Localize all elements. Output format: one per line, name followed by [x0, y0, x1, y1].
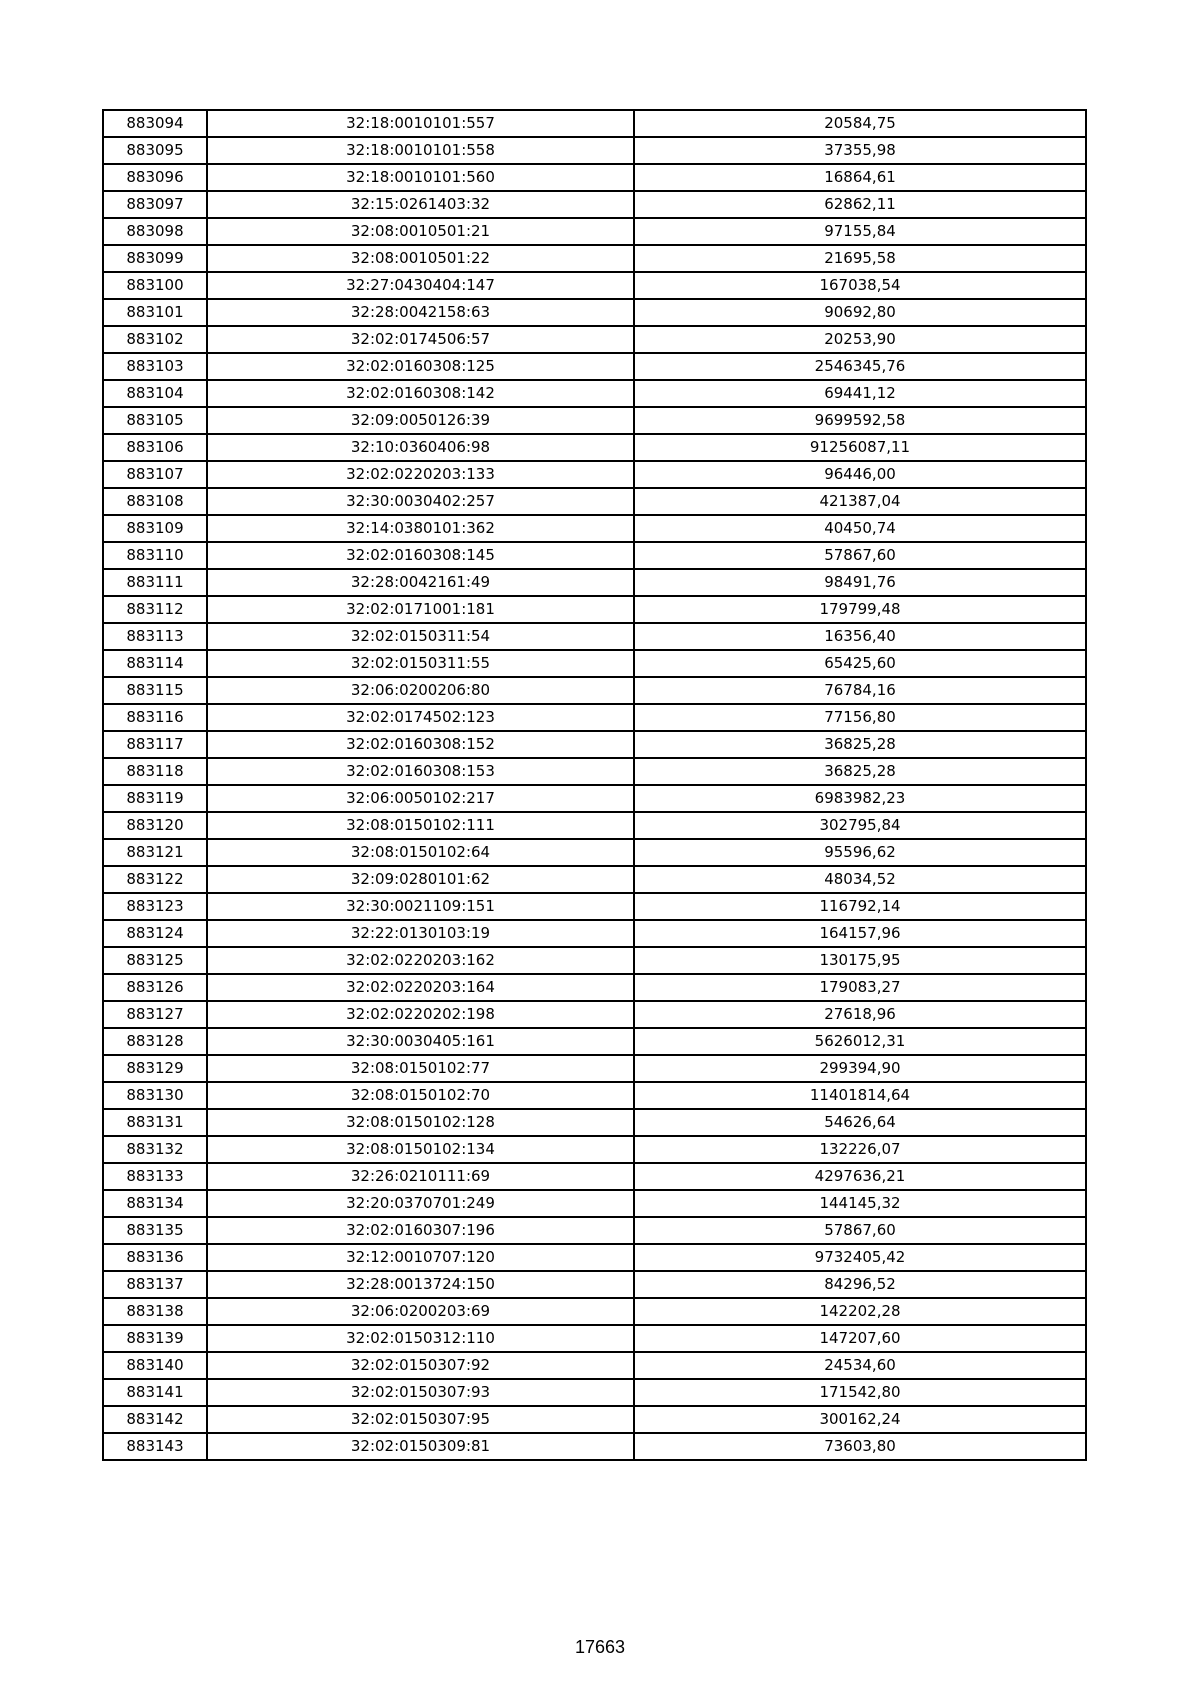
- table-row: [103, 731, 1086, 758]
- table-row: [103, 1001, 1086, 1028]
- cadastral-number-cell: 32:15:0261403:32: [207, 191, 634, 218]
- table-row: [103, 110, 1086, 137]
- row-id-cell: 883104: [103, 380, 207, 407]
- value-cell: 24534,60: [634, 1352, 1086, 1379]
- table-row: [103, 866, 1086, 893]
- cadastral-number-cell: 32:02:0150311:55: [207, 650, 634, 677]
- cadastral-number-cell: 32:02:0150309:81: [207, 1433, 634, 1460]
- table-row: [103, 893, 1086, 920]
- table-row: [103, 947, 1086, 974]
- value-cell: 20253,90: [634, 326, 1086, 353]
- row-id-cell: 883127: [103, 1001, 207, 1028]
- table-row: [103, 1298, 1086, 1325]
- row-id-cell: 883139: [103, 1325, 207, 1352]
- value-cell: 36825,28: [634, 758, 1086, 785]
- cadastral-number-cell: 32:02:0220203:162: [207, 947, 634, 974]
- row-id-cell: 883137: [103, 1271, 207, 1298]
- cadastral-number-cell: 32:02:0160308:125: [207, 353, 634, 380]
- row-id-cell: 883112: [103, 596, 207, 623]
- cadastral-number-cell: 32:08:0150102:111: [207, 812, 634, 839]
- row-id-cell: 883140: [103, 1352, 207, 1379]
- value-cell: 40450,74: [634, 515, 1086, 542]
- value-cell: 57867,60: [634, 1217, 1086, 1244]
- row-id-cell: 883116: [103, 704, 207, 731]
- value-cell: 300162,24: [634, 1406, 1086, 1433]
- table-row: [103, 1352, 1086, 1379]
- value-cell: 98491,76: [634, 569, 1086, 596]
- row-id-cell: 883118: [103, 758, 207, 785]
- table-row: [103, 920, 1086, 947]
- value-cell: 76784,16: [634, 677, 1086, 704]
- value-cell: 6983982,23: [634, 785, 1086, 812]
- cadastral-number-cell: 32:08:0150102:77: [207, 1055, 634, 1082]
- value-cell: 179799,48: [634, 596, 1086, 623]
- row-id-cell: 883143: [103, 1433, 207, 1460]
- data-table: [102, 109, 1087, 1461]
- table-row: [103, 677, 1086, 704]
- table-row: [103, 1109, 1086, 1136]
- table-row: [103, 434, 1086, 461]
- row-id-cell: 883135: [103, 1217, 207, 1244]
- row-id-cell: 883097: [103, 191, 207, 218]
- row-id-cell: 883110: [103, 542, 207, 569]
- value-cell: 54626,64: [634, 1109, 1086, 1136]
- row-id-cell: 883102: [103, 326, 207, 353]
- table-row: [103, 542, 1086, 569]
- table-row: [103, 1136, 1086, 1163]
- value-cell: 62862,11: [634, 191, 1086, 218]
- cadastral-number-cell: 32:02:0171001:181: [207, 596, 634, 623]
- cadastral-number-cell: 32:02:0150307:93: [207, 1379, 634, 1406]
- value-cell: 179083,27: [634, 974, 1086, 1001]
- value-cell: 171542,80: [634, 1379, 1086, 1406]
- row-id-cell: 883136: [103, 1244, 207, 1271]
- table-row: [103, 1244, 1086, 1271]
- table-row: [103, 461, 1086, 488]
- value-cell: 164157,96: [634, 920, 1086, 947]
- row-id-cell: 883106: [103, 434, 207, 461]
- value-cell: 5626012,31: [634, 1028, 1086, 1055]
- row-id-cell: 883113: [103, 623, 207, 650]
- value-cell: 36825,28: [634, 731, 1086, 758]
- row-id-cell: 883098: [103, 218, 207, 245]
- table-row: [103, 326, 1086, 353]
- row-id-cell: 883133: [103, 1163, 207, 1190]
- table-row: [103, 1325, 1086, 1352]
- value-cell: 95596,62: [634, 839, 1086, 866]
- value-cell: 37355,98: [634, 137, 1086, 164]
- row-id-cell: 883129: [103, 1055, 207, 1082]
- cadastral-number-cell: 32:10:0360406:98: [207, 434, 634, 461]
- value-cell: 90692,80: [634, 299, 1086, 326]
- cadastral-number-cell: 32:02:0220203:133: [207, 461, 634, 488]
- cadastral-number-cell: 32:02:0160308:153: [207, 758, 634, 785]
- cadastral-number-cell: 32:02:0150312:110: [207, 1325, 634, 1352]
- row-id-cell: 883123: [103, 893, 207, 920]
- cadastral-number-cell: 32:02:0150307:95: [207, 1406, 634, 1433]
- value-cell: 167038,54: [634, 272, 1086, 299]
- cadastral-number-cell: 32:02:0174502:123: [207, 704, 634, 731]
- value-cell: 77156,80: [634, 704, 1086, 731]
- table-row: [103, 1217, 1086, 1244]
- row-id-cell: 883096: [103, 164, 207, 191]
- row-id-cell: 883134: [103, 1190, 207, 1217]
- value-cell: 9699592,58: [634, 407, 1086, 434]
- table-row: [103, 1055, 1086, 1082]
- table-row: [103, 299, 1086, 326]
- value-cell: 57867,60: [634, 542, 1086, 569]
- cadastral-number-cell: 32:02:0160308:142: [207, 380, 634, 407]
- cadastral-number-cell: 32:08:0010501:21: [207, 218, 634, 245]
- row-id-cell: 883119: [103, 785, 207, 812]
- table-row: [103, 758, 1086, 785]
- cadastral-number-cell: 32:20:0370701:249: [207, 1190, 634, 1217]
- table-row: [103, 704, 1086, 731]
- table-row: [103, 1190, 1086, 1217]
- cadastral-number-cell: 32:08:0150102:64: [207, 839, 634, 866]
- row-id-cell: 883114: [103, 650, 207, 677]
- table-row: [103, 569, 1086, 596]
- row-id-cell: 883099: [103, 245, 207, 272]
- cadastral-number-cell: 32:28:0042158:63: [207, 299, 634, 326]
- row-id-cell: 883094: [103, 110, 207, 137]
- row-id-cell: 883121: [103, 839, 207, 866]
- table-row: [103, 407, 1086, 434]
- cadastral-number-cell: 32:08:0150102:134: [207, 1136, 634, 1163]
- value-cell: 132226,07: [634, 1136, 1086, 1163]
- row-id-cell: 883120: [103, 812, 207, 839]
- value-cell: 144145,32: [634, 1190, 1086, 1217]
- row-id-cell: 883142: [103, 1406, 207, 1433]
- value-cell: 91256087,11: [634, 434, 1086, 461]
- table-row: [103, 839, 1086, 866]
- value-cell: 11401814,64: [634, 1082, 1086, 1109]
- row-id-cell: 883117: [103, 731, 207, 758]
- row-id-cell: 883132: [103, 1136, 207, 1163]
- value-cell: 116792,14: [634, 893, 1086, 920]
- cadastral-number-cell: 32:02:0160308:152: [207, 731, 634, 758]
- table-row: [103, 245, 1086, 272]
- cadastral-number-cell: 32:08:0150102:70: [207, 1082, 634, 1109]
- table-row: [103, 1028, 1086, 1055]
- table-row: [103, 488, 1086, 515]
- cadastral-number-cell: 32:02:0150307:92: [207, 1352, 634, 1379]
- cadastral-number-cell: 32:18:0010101:558: [207, 137, 634, 164]
- row-id-cell: 883125: [103, 947, 207, 974]
- table-row: [103, 218, 1086, 245]
- value-cell: 9732405,42: [634, 1244, 1086, 1271]
- cadastral-number-cell: 32:14:0380101:362: [207, 515, 634, 542]
- row-id-cell: 883126: [103, 974, 207, 1001]
- value-cell: 16864,61: [634, 164, 1086, 191]
- table-row: [103, 272, 1086, 299]
- cadastral-number-cell: 32:06:0200206:80: [207, 677, 634, 704]
- row-id-cell: 883122: [103, 866, 207, 893]
- table-row: [103, 164, 1086, 191]
- row-id-cell: 883115: [103, 677, 207, 704]
- table-row: [103, 812, 1086, 839]
- table-row: [103, 1379, 1086, 1406]
- value-cell: 16356,40: [634, 623, 1086, 650]
- cadastral-number-cell: 32:18:0010101:560: [207, 164, 634, 191]
- cadastral-number-cell: 32:26:0210111:69: [207, 1163, 634, 1190]
- cadastral-number-cell: 32:08:0150102:128: [207, 1109, 634, 1136]
- row-id-cell: 883128: [103, 1028, 207, 1055]
- value-cell: 2546345,76: [634, 353, 1086, 380]
- cadastral-number-cell: 32:09:0280101:62: [207, 866, 634, 893]
- cadastral-number-cell: 32:18:0010101:557: [207, 110, 634, 137]
- row-id-cell: 883124: [103, 920, 207, 947]
- cadastral-number-cell: 32:08:0010501:22: [207, 245, 634, 272]
- value-cell: 299394,90: [634, 1055, 1086, 1082]
- cadastral-number-cell: 32:02:0160308:145: [207, 542, 634, 569]
- row-id-cell: 883138: [103, 1298, 207, 1325]
- table-row: [103, 191, 1086, 218]
- value-cell: 73603,80: [634, 1433, 1086, 1460]
- table-body: [103, 110, 1086, 1460]
- value-cell: 21695,58: [634, 245, 1086, 272]
- table-row: [103, 353, 1086, 380]
- value-cell: 96446,00: [634, 461, 1086, 488]
- table-row: [103, 1406, 1086, 1433]
- table-row: [103, 650, 1086, 677]
- row-id-cell: 883131: [103, 1109, 207, 1136]
- row-id-cell: 883095: [103, 137, 207, 164]
- table-row: [103, 137, 1086, 164]
- row-id-cell: 883105: [103, 407, 207, 434]
- row-id-cell: 883130: [103, 1082, 207, 1109]
- row-id-cell: 883107: [103, 461, 207, 488]
- value-cell: 69441,12: [634, 380, 1086, 407]
- row-id-cell: 883103: [103, 353, 207, 380]
- cadastral-number-cell: 32:02:0220203:164: [207, 974, 634, 1001]
- table-row: [103, 1082, 1086, 1109]
- cadastral-number-cell: 32:12:0010707:120: [207, 1244, 634, 1271]
- row-id-cell: 883101: [103, 299, 207, 326]
- cadastral-number-cell: 32:30:0021109:151: [207, 893, 634, 920]
- cadastral-number-cell: 32:30:0030402:257: [207, 488, 634, 515]
- value-cell: 27618,96: [634, 1001, 1086, 1028]
- cadastral-number-cell: 32:27:0430404:147: [207, 272, 634, 299]
- value-cell: 142202,28: [634, 1298, 1086, 1325]
- table-row: [103, 1433, 1086, 1460]
- table-row: [103, 515, 1086, 542]
- page-number: 17663: [574, 1637, 626, 1657]
- cadastral-number-cell: 32:22:0130103:19: [207, 920, 634, 947]
- table-row: [103, 1163, 1086, 1190]
- table-row: [103, 1271, 1086, 1298]
- value-cell: 65425,60: [634, 650, 1086, 677]
- value-cell: 302795,84: [634, 812, 1086, 839]
- value-cell: 4297636,21: [634, 1163, 1086, 1190]
- row-id-cell: 883100: [103, 272, 207, 299]
- cadastral-number-cell: 32:02:0150311:54: [207, 623, 634, 650]
- row-id-cell: 883109: [103, 515, 207, 542]
- cadastral-number-cell: 32:06:0050102:217: [207, 785, 634, 812]
- value-cell: 20584,75: [634, 110, 1086, 137]
- cadastral-number-cell: 32:06:0200203:69: [207, 1298, 634, 1325]
- table-row: [103, 785, 1086, 812]
- value-cell: 421387,04: [634, 488, 1086, 515]
- value-cell: 97155,84: [634, 218, 1086, 245]
- value-cell: 48034,52: [634, 866, 1086, 893]
- row-id-cell: 883141: [103, 1379, 207, 1406]
- cadastral-number-cell: 32:02:0160307:196: [207, 1217, 634, 1244]
- table-row: [103, 623, 1086, 650]
- cadastral-number-cell: 32:28:0013724:150: [207, 1271, 634, 1298]
- table-row: [103, 380, 1086, 407]
- cadastral-number-cell: 32:28:0042161:49: [207, 569, 634, 596]
- value-cell: 84296,52: [634, 1271, 1086, 1298]
- cadastral-number-cell: 32:02:0174506:57: [207, 326, 634, 353]
- row-id-cell: 883111: [103, 569, 207, 596]
- value-cell: 130175,95: [634, 947, 1086, 974]
- value-cell: 147207,60: [634, 1325, 1086, 1352]
- table-row: [103, 596, 1086, 623]
- cadastral-number-cell: 32:30:0030405:161: [207, 1028, 634, 1055]
- row-id-cell: 883108: [103, 488, 207, 515]
- table-row: [103, 974, 1086, 1001]
- cadastral-number-cell: 32:09:0050126:39: [207, 407, 634, 434]
- cadastral-number-cell: 32:02:0220202:198: [207, 1001, 634, 1028]
